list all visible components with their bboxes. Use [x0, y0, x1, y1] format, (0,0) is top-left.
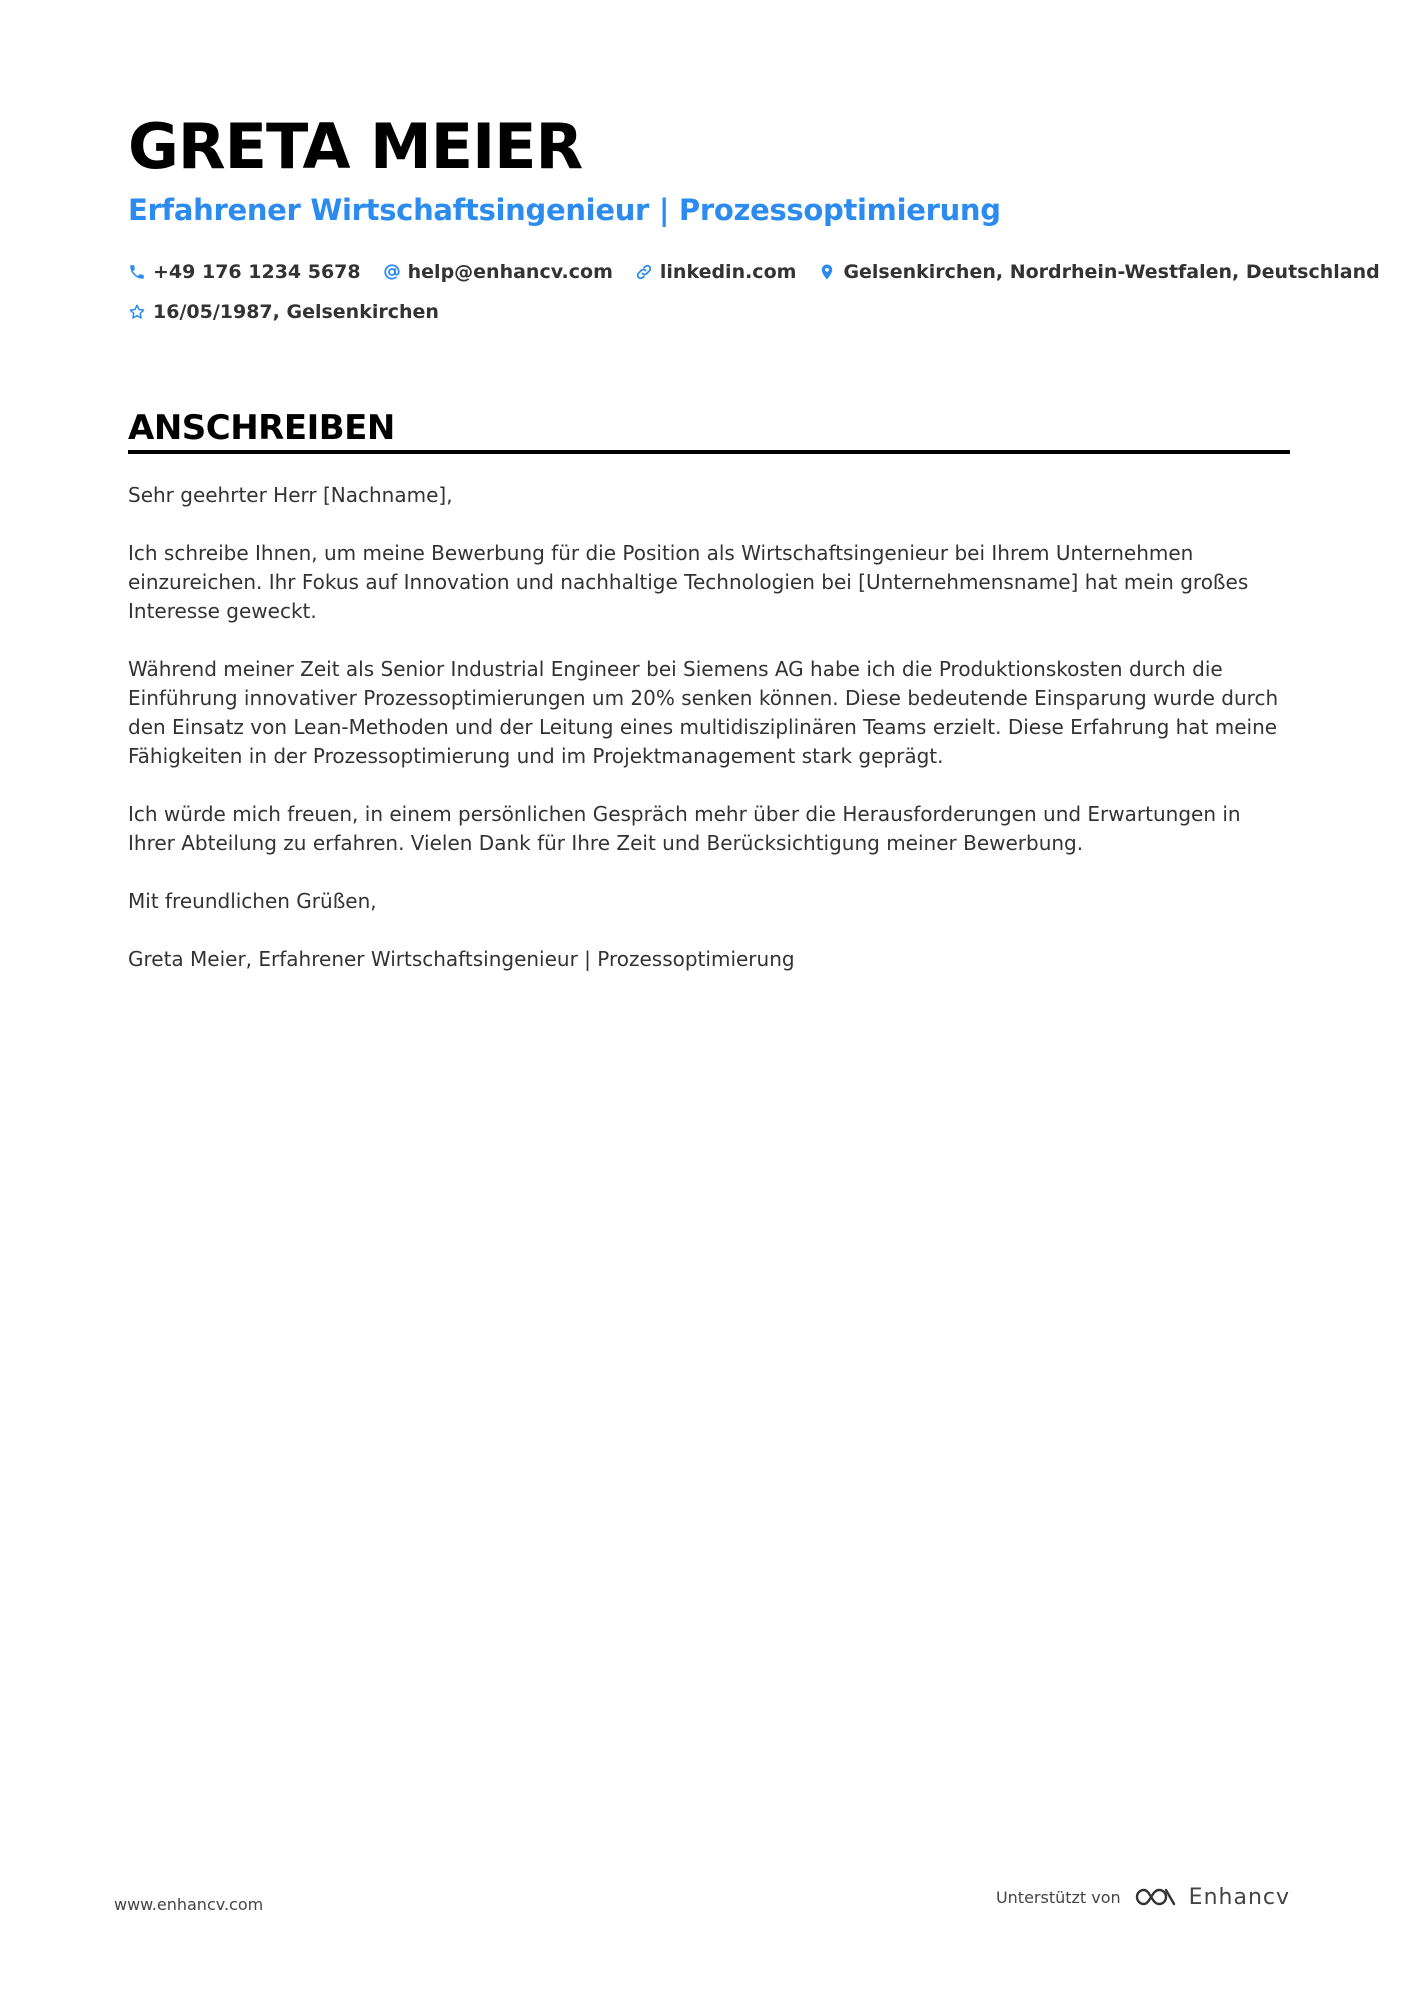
footer-powered-by[interactable]: [996, 1884, 1290, 1910]
contact-birth: [128, 301, 439, 323]
linkedin-text: linkedin.com: [659, 261, 797, 283]
letter-paragraph: Ich würde mich freuen, in einem persönlichen Gespräch mehr über die Herausforderungen und Erwartungen in Ihrer Abteilung zu erfahren. Vielen Dank für Ihre Zeit und Berücksichtigung meiner Bewerbung.: [128, 802, 1241, 855]
contact-location: [818, 261, 1379, 283]
brand-name: Enhancv: [1188, 1884, 1290, 1910]
contact-linkedin[interactable]: [635, 261, 797, 283]
contact-phone[interactable]: [128, 261, 361, 283]
letter-signature: Greta Meier, Erfahrener Wirtschaftsingenieur | Prozessoptimierung: [128, 947, 795, 971]
location-pin-icon: [818, 263, 836, 281]
letter-paragraph: Ich schreibe Ihnen, um meine Bewerbung für die Position als Wirtschaftsingenieur bei Ihrem Unternehmen einzureichen. Ihr Fokus auf Innovation und nachhaltige Technologien bei [Unternehmensname] hat mein großes Interesse geweckt.: [128, 541, 1249, 623]
candidate-name: GRETA MEIER: [128, 110, 583, 183]
phone-icon: [128, 263, 146, 281]
birth-text: 16/05/1987, Gelsenkirchen: [153, 301, 439, 323]
letter-salutation: Sehr geehrter Herr [Nachname],: [128, 483, 453, 507]
candidate-title: Erfahrener Wirtschaftsingenieur | Prozessoptimierung: [128, 193, 1001, 227]
enhancv-logo-icon: [1133, 1884, 1179, 1910]
email-text: help@enhancv.com: [407, 261, 613, 283]
powered-by-text: Unterstützt von: [995, 1887, 1121, 1907]
section-divider: [128, 450, 1290, 454]
letter-body: [128, 481, 1288, 1003]
star-icon: [128, 303, 146, 321]
contact-row-secondary: [128, 292, 1288, 332]
at-icon: [383, 263, 401, 281]
letter-closing: Mit freundlichen Grüßen,: [128, 889, 377, 913]
letter-paragraph: Während meiner Zeit als Senior Industrial Engineer bei Siemens AG habe ich die Produktionskosten durch die Einführung innovativer Prozessoptimierungen um 20% senken können. Diese bedeutende Einsparung wurde durch den Einsatz von Lean-Methoden und der Leitung eines multidisziplinären Teams erzielt. Diese Erfahrung hat meine Fähigkeiten in der Prozessoptimierung und im Projektmanagement stark geprägt.: [128, 657, 1279, 768]
footer-url[interactable]: www.enhancv.com: [114, 1895, 264, 1914]
contact-info: [128, 252, 1380, 332]
phone-text: +49 176 1234 5678: [153, 261, 361, 283]
contact-row-primary: [128, 252, 1380, 292]
contact-email[interactable]: [383, 261, 613, 283]
section-title: ANSCHREIBEN: [128, 408, 395, 448]
location-text: Gelsenkirchen, Nordrhein-Westfalen, Deutschland: [843, 261, 1380, 283]
link-icon: [635, 263, 653, 281]
